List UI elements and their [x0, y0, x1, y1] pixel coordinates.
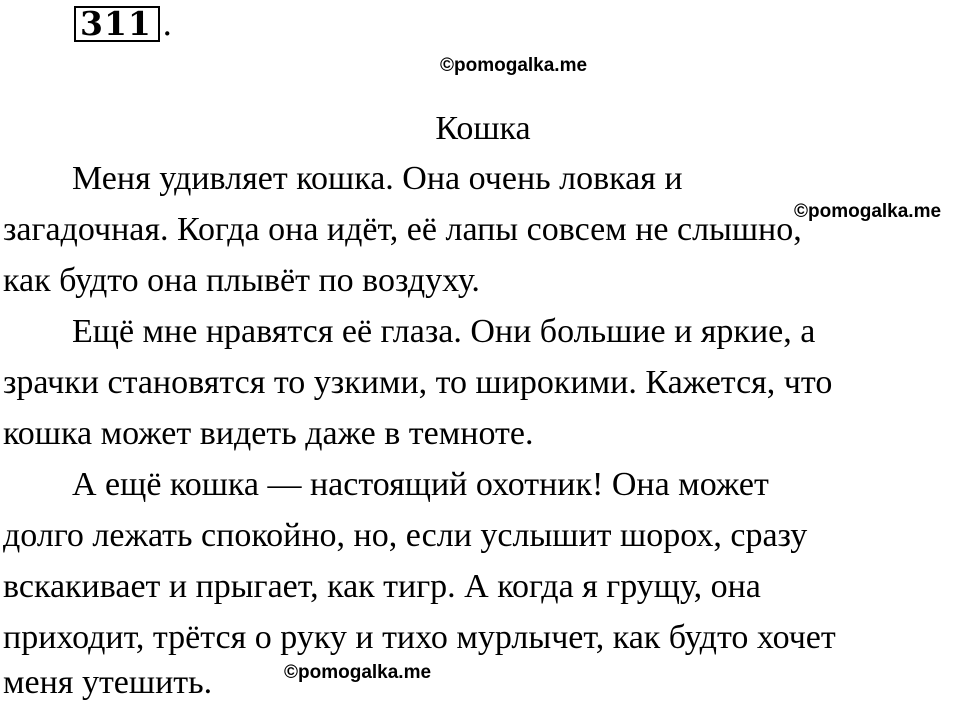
watermark-middle: ©pomogalka.me	[794, 201, 942, 222]
text-line-3: как будто она плывёт по воздуху.	[3, 262, 480, 299]
watermark-top: ©pomogalka.me	[440, 55, 588, 76]
exercise-number: 311	[80, 4, 152, 43]
watermark-bottom: ©pomogalka.me	[284, 662, 432, 683]
text-line-8: долго лежать спокойно, но, если услышит шорох, сразу	[3, 517, 808, 554]
text-line-2: загадочная. Когда она идёт, её лапы совсем не слышно,	[3, 211, 802, 248]
text-line-11: меня утешить.	[3, 664, 213, 701]
text-line-7: А ещё кошка — настоящий охотник! Она может	[72, 466, 769, 503]
text-line-9: вскакивает и прыгает, как тигр. А когда я грущу, она	[3, 568, 761, 605]
text-line-4: Ещё мне нравятся её глаза. Они большие и яркие, а	[72, 313, 816, 350]
text-line-6: кошка может видеть даже в темноте.	[3, 415, 534, 452]
exercise-number-dot: .	[162, 4, 173, 43]
text-line-10: приходит, трётся о руку и тихо мурлычет, как будто хочет	[3, 619, 836, 656]
text-line-1: Меня удивляет кошка. Она очень ловкая и	[72, 160, 683, 197]
text-title: Кошка	[435, 110, 531, 147]
text-line-5: зрачки становятся то узкими, то широкими. Кажется, что	[3, 364, 833, 401]
